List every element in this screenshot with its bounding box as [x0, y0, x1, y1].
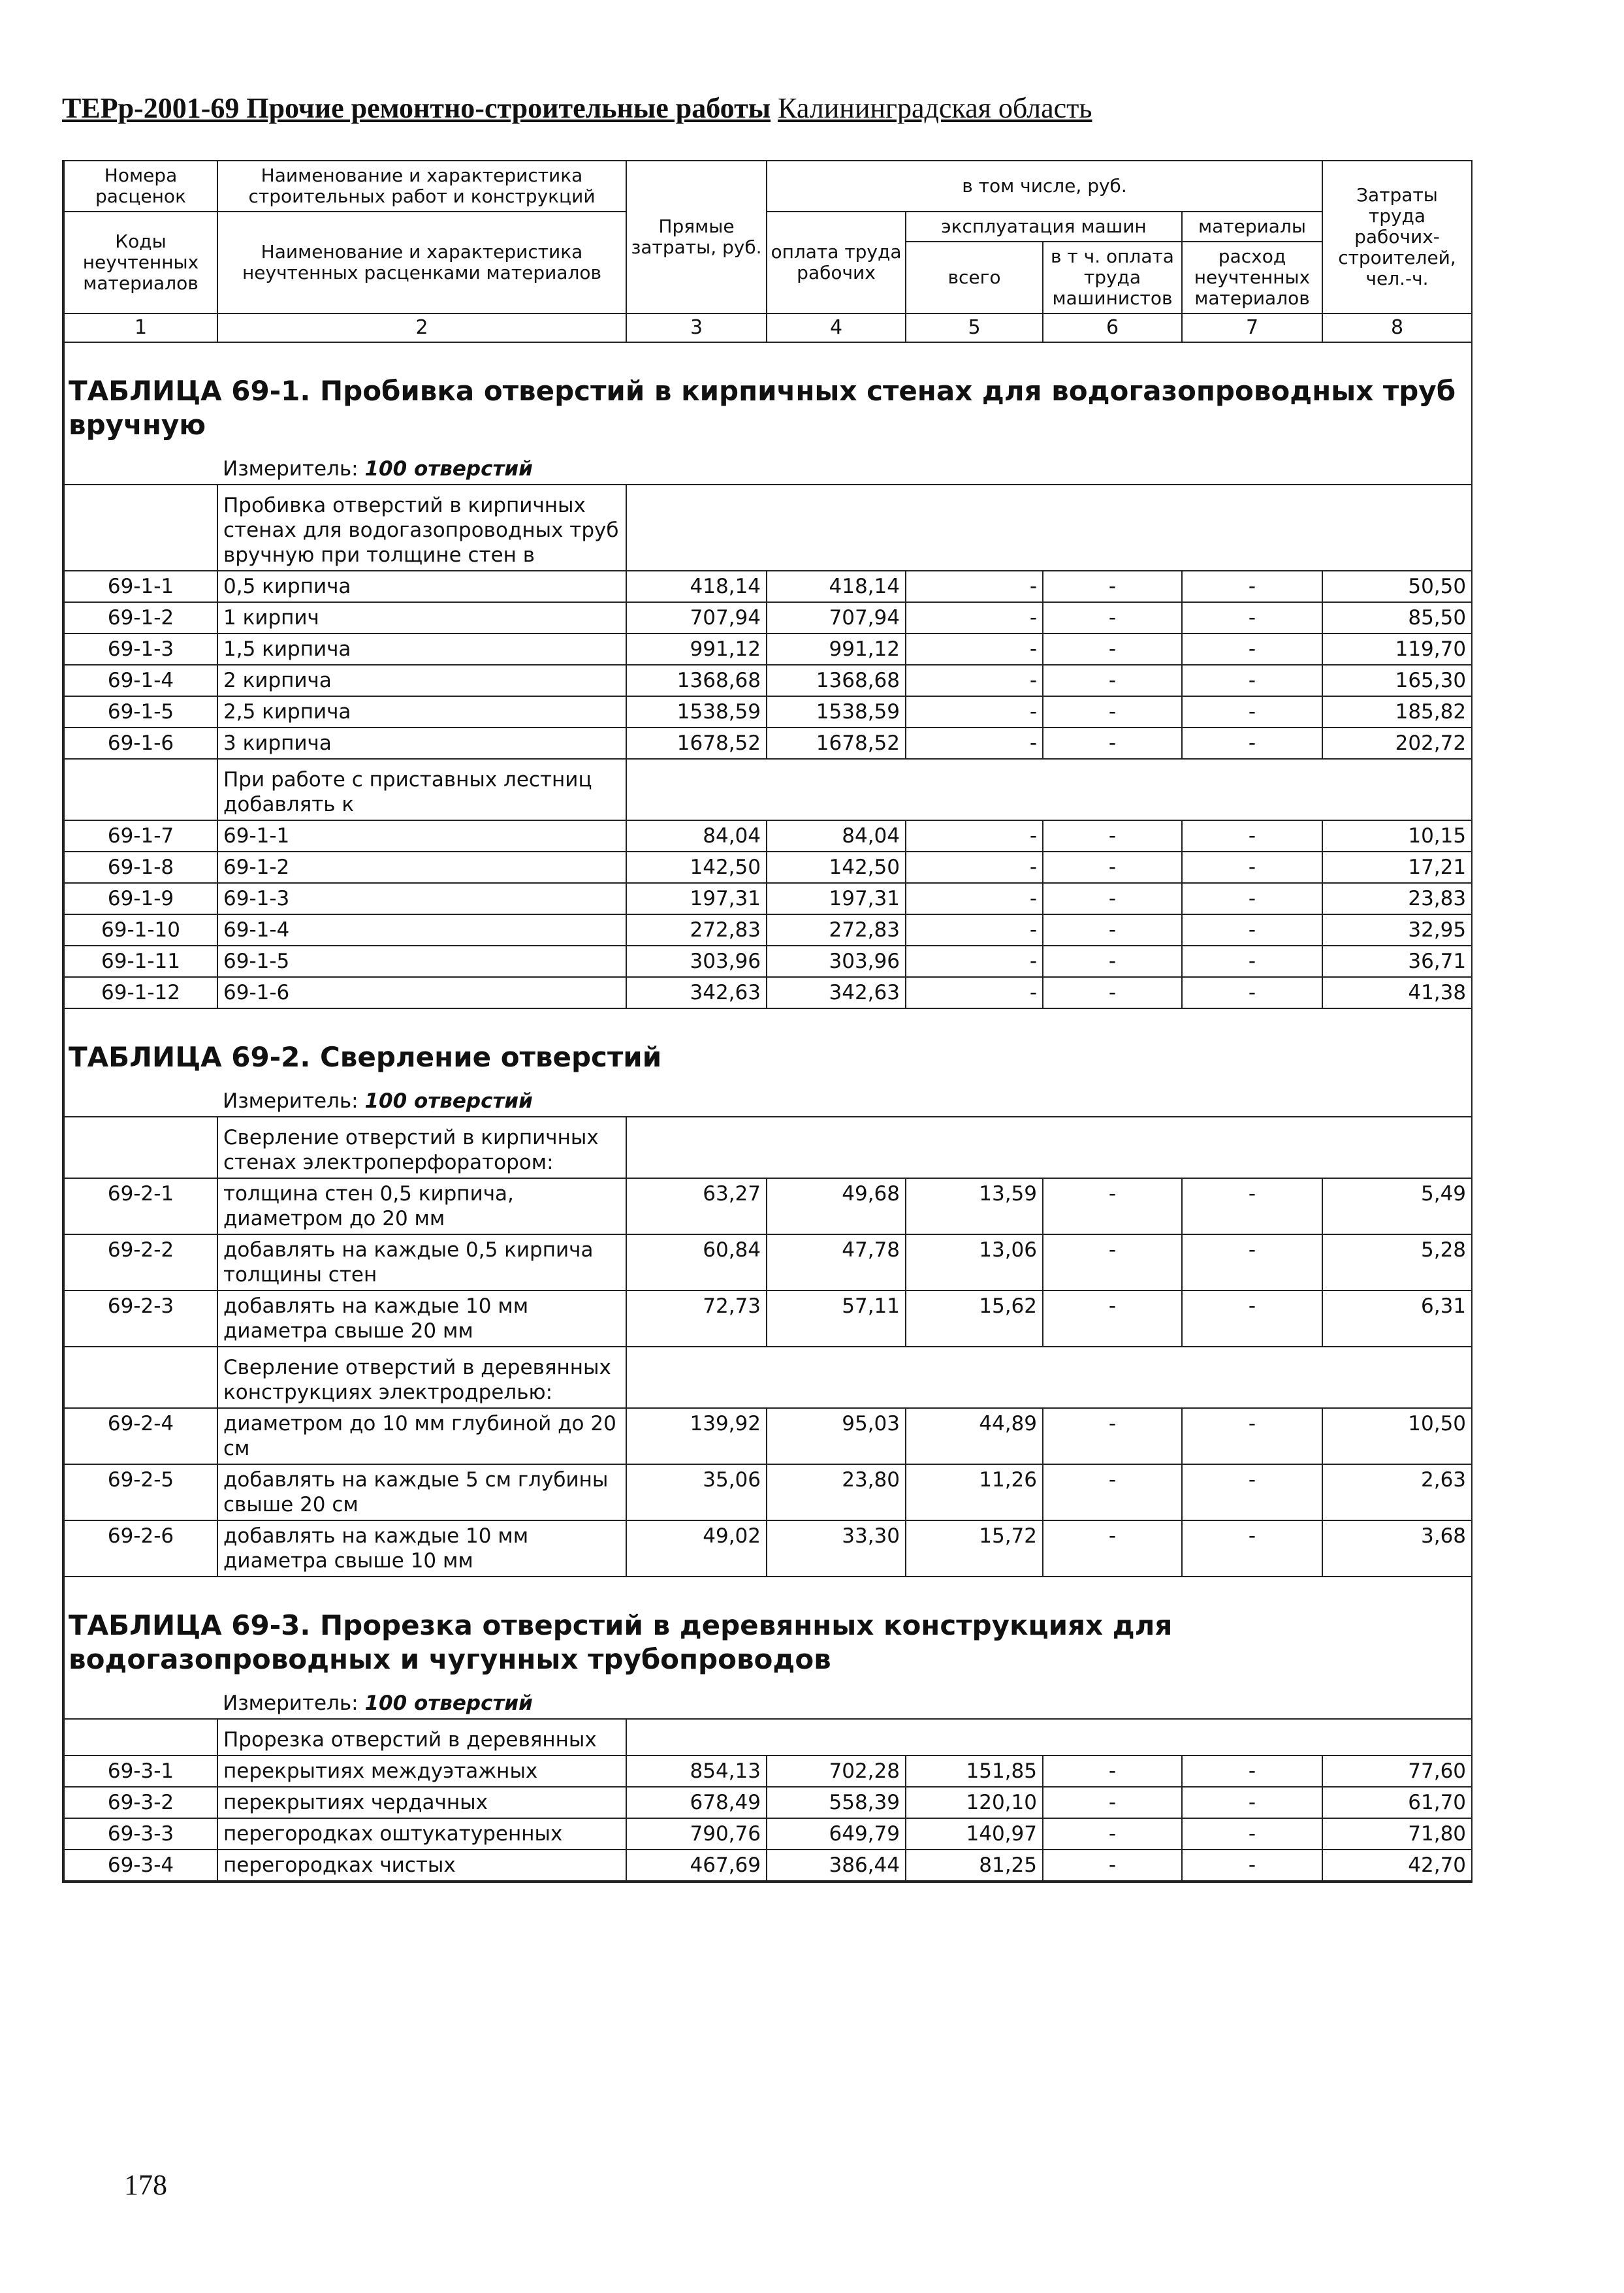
machines-total: 151,85	[906, 1756, 1043, 1787]
rate-table-3	[63, 1577, 1473, 1882]
direct-cost: 139,92	[626, 1408, 767, 1464]
col6-header: в т ч. оплата труда машинистов	[1043, 242, 1182, 313]
materials-consumption: -	[1182, 1464, 1322, 1520]
labor-hours: 5,49	[1322, 1178, 1472, 1234]
table-row	[64, 1464, 1472, 1520]
labor-pay: 303,96	[767, 946, 906, 977]
machines-total: 15,72	[906, 1520, 1043, 1577]
labor-hours: 3,68	[1322, 1520, 1472, 1577]
rate-code: 69-1-11	[64, 946, 217, 977]
machines-total: 81,25	[906, 1850, 1043, 1881]
labor-pay: 272,83	[767, 914, 906, 946]
labor-hours: 32,95	[1322, 914, 1472, 946]
rate-name: 69-1-4	[217, 914, 626, 946]
col-number-8: 8	[1322, 313, 1472, 342]
labor-hours: 77,60	[1322, 1756, 1472, 1787]
section-meter	[217, 1086, 1472, 1117]
operators-pay: -	[1043, 820, 1182, 852]
labor-hours: 165,30	[1322, 665, 1472, 696]
labor-pay: 33,30	[767, 1520, 906, 1577]
col5-header: всего	[906, 242, 1043, 313]
direct-cost: 678,49	[626, 1787, 767, 1818]
machines-total: 13,59	[906, 1178, 1043, 1234]
col8-header: Затраты труда рабочих-строителей, чел.-ч.	[1322, 161, 1472, 313]
group-values-spacer	[626, 1347, 1472, 1408]
rate-table-2	[63, 1009, 1473, 1577]
labor-pay: 386,44	[767, 1850, 906, 1881]
page-number: 178	[124, 2169, 167, 2201]
group-code-spacer	[64, 1719, 217, 1756]
materials-consumption: -	[1182, 696, 1322, 728]
labor-hours: 41,38	[1322, 977, 1472, 1008]
rate-name: 69-1-1	[217, 820, 626, 852]
labor-pay: 142,50	[767, 852, 906, 883]
col4-header: оплата труда рабочих	[767, 212, 906, 313]
direct-cost: 467,69	[626, 1850, 767, 1881]
direct-cost: 49,02	[626, 1520, 767, 1577]
operators-pay: -	[1043, 1850, 1182, 1881]
materials-consumption: -	[1182, 602, 1322, 633]
operators-pay: -	[1043, 571, 1182, 602]
direct-cost: 35,06	[626, 1464, 767, 1520]
rate-name: добавлять на каждые 5 см глубины свыше 20 см	[217, 1464, 626, 1520]
materials-consumption: -	[1182, 883, 1322, 914]
labor-hours: 71,80	[1322, 1818, 1472, 1850]
machines-total: -	[906, 728, 1043, 759]
materials-consumption: -	[1182, 1818, 1322, 1850]
rate-name: перегородках чистых	[217, 1850, 626, 1881]
labor-hours: 17,21	[1322, 852, 1472, 883]
direct-cost: 1368,68	[626, 665, 767, 696]
direct-cost: 197,31	[626, 883, 767, 914]
table-row	[64, 633, 1472, 665]
operators-pay: -	[1043, 1408, 1182, 1464]
section-title: ТАБЛИЦА 69-2. Сверление отверстий	[64, 1009, 1472, 1086]
rate-name: 69-1-2	[217, 852, 626, 883]
materials-consumption: -	[1182, 728, 1322, 759]
materials-consumption: -	[1182, 665, 1322, 696]
labor-hours: 10,15	[1322, 820, 1472, 852]
labor-hours: 6,31	[1322, 1291, 1472, 1347]
labor-pay: 418,14	[767, 571, 906, 602]
direct-cost: 342,63	[626, 977, 767, 1008]
labor-pay: 342,63	[767, 977, 906, 1008]
direct-cost: 303,96	[626, 946, 767, 977]
rate-code: 69-3-2	[64, 1787, 217, 1818]
table-row	[64, 883, 1472, 914]
operators-pay: -	[1043, 883, 1182, 914]
group-values-spacer	[626, 485, 1472, 571]
rate-name: 69-1-5	[217, 946, 626, 977]
labor-hours: 61,70	[1322, 1787, 1472, 1818]
machines-total: -	[906, 633, 1043, 665]
materials-consumption: -	[1182, 1408, 1322, 1464]
labor-pay: 95,03	[767, 1408, 906, 1464]
labor-hours: 23,83	[1322, 883, 1472, 914]
meter-value: 100 отверстий	[364, 1692, 533, 1715]
col-number-3: 3	[626, 313, 767, 342]
labor-hours: 202,72	[1322, 728, 1472, 759]
materials-header: материалы	[1182, 212, 1322, 242]
rate-name: 3 кирпича	[217, 728, 626, 759]
rate-code: 69-3-4	[64, 1850, 217, 1881]
direct-cost: 991,12	[626, 633, 767, 665]
col-number-7: 7	[1182, 313, 1322, 342]
machines-total: 13,06	[906, 1234, 1043, 1291]
operators-pay: -	[1043, 602, 1182, 633]
machines-total: -	[906, 602, 1043, 633]
header-title: ТЕРр-2001-69 Прочие ремонтно-строительные работы	[62, 92, 771, 124]
machines-total: -	[906, 852, 1043, 883]
rate-code: 69-1-1	[64, 571, 217, 602]
table-row	[64, 602, 1472, 633]
rate-name: 0,5 кирпича	[217, 571, 626, 602]
labor-hours: 50,50	[1322, 571, 1472, 602]
table-row	[64, 1234, 1472, 1291]
rate-name: перекрытиях чердачных	[217, 1787, 626, 1818]
operators-pay: -	[1043, 1234, 1182, 1291]
rate-code: 69-1-5	[64, 696, 217, 728]
meter-spacer	[64, 1688, 217, 1719]
table-row	[64, 977, 1472, 1008]
machines-total: -	[906, 883, 1043, 914]
materials-consumption: -	[1182, 914, 1322, 946]
meter-spacer	[64, 454, 217, 485]
table-row	[64, 1850, 1472, 1881]
rate-name: 69-1-6	[217, 977, 626, 1008]
rate-name: добавлять на каждые 10 мм диаметра свыше 10 мм	[217, 1520, 626, 1577]
labor-hours: 185,82	[1322, 696, 1472, 728]
rate-code: 69-2-5	[64, 1464, 217, 1520]
table-row	[64, 1178, 1472, 1234]
materials-consumption: -	[1182, 1178, 1322, 1234]
direct-cost: 418,14	[626, 571, 767, 602]
direct-cost: 790,76	[626, 1818, 767, 1850]
rate-code: 69-1-10	[64, 914, 217, 946]
direct-cost: 84,04	[626, 820, 767, 852]
table-row	[64, 820, 1472, 852]
direct-cost: 272,83	[626, 914, 767, 946]
operators-pay: -	[1043, 1756, 1182, 1787]
table-row	[64, 1291, 1472, 1347]
labor-hours: 2,63	[1322, 1464, 1472, 1520]
operators-pay: -	[1043, 696, 1182, 728]
rate-name: добавлять на каждые 0,5 кирпича толщины стен	[217, 1234, 626, 1291]
col-number-6: 6	[1043, 313, 1182, 342]
rate-code: 69-1-7	[64, 820, 217, 852]
labor-pay: 47,78	[767, 1234, 906, 1291]
operators-pay: -	[1043, 665, 1182, 696]
meter-label: Измеритель:	[223, 457, 358, 481]
rate-code: 69-2-4	[64, 1408, 217, 1464]
rate-name: толщина стен 0,5 кирпича, диаметром до 20 мм	[217, 1178, 626, 1234]
rate-code: 69-2-1	[64, 1178, 217, 1234]
labor-pay: 1538,59	[767, 696, 906, 728]
machines-total: -	[906, 571, 1043, 602]
col-number-4: 4	[767, 313, 906, 342]
labor-hours: 36,71	[1322, 946, 1472, 977]
table-row	[64, 1787, 1472, 1818]
labor-hours: 10,50	[1322, 1408, 1472, 1464]
table-row	[64, 696, 1472, 728]
labor-pay: 23,80	[767, 1464, 906, 1520]
labor-pay: 707,94	[767, 602, 906, 633]
group-code-spacer	[64, 1347, 217, 1408]
col-number-2: 2	[217, 313, 626, 342]
rate-code: 69-1-4	[64, 665, 217, 696]
machines-total: -	[906, 820, 1043, 852]
rate-table-1	[63, 343, 1473, 1009]
labor-pay: 702,28	[767, 1756, 906, 1787]
group-heading: При работе с приставных лестниц добавлять к	[217, 759, 626, 820]
meter-spacer	[64, 1086, 217, 1117]
direct-cost: 854,13	[626, 1756, 767, 1787]
col-number-1: 1	[64, 313, 217, 342]
operators-pay: -	[1043, 728, 1182, 759]
operators-pay: -	[1043, 633, 1182, 665]
table-row	[64, 1408, 1472, 1464]
section-meter	[217, 454, 1472, 485]
operators-pay: -	[1043, 1787, 1182, 1818]
labor-hours: 119,70	[1322, 633, 1472, 665]
labor-hours: 5,28	[1322, 1234, 1472, 1291]
direct-cost: 707,94	[626, 602, 767, 633]
col-number-5: 5	[906, 313, 1043, 342]
rate-name: добавлять на каждые 10 мм диаметра свыше 20 мм	[217, 1291, 626, 1347]
rate-code: 69-1-12	[64, 977, 217, 1008]
rate-code: 69-2-2	[64, 1234, 217, 1291]
section-title: ТАБЛИЦА 69-1. Пробивка отверстий в кирпичных стенах для водогазопроводных труб вручную	[64, 343, 1472, 454]
table-row	[64, 914, 1472, 946]
rate-name: перекрытиях междуэтажных	[217, 1756, 626, 1787]
col7-header: расход неучтенных материалов	[1182, 242, 1322, 313]
group-heading: Пробивка отверстий в кирпичных стенах для водогазопроводных труб вручную при толщине стен в	[217, 485, 626, 571]
materials-consumption: -	[1182, 1291, 1322, 1347]
operators-pay: -	[1043, 1464, 1182, 1520]
col2-bottom-header: Наименование и характеристика неучтенных расценками материалов	[217, 212, 626, 313]
machines-total: -	[906, 914, 1043, 946]
direct-cost: 60,84	[626, 1234, 767, 1291]
materials-consumption: -	[1182, 1520, 1322, 1577]
machines-total: 44,89	[906, 1408, 1043, 1464]
direct-cost: 1678,52	[626, 728, 767, 759]
group-code-spacer	[64, 485, 217, 571]
header-region: Калининградская область	[778, 92, 1092, 124]
machines-total: -	[906, 946, 1043, 977]
machines-total: 140,97	[906, 1818, 1043, 1850]
machines-total: 11,26	[906, 1464, 1043, 1520]
table-row	[64, 1520, 1472, 1577]
labor-hours: 85,50	[1322, 602, 1472, 633]
materials-consumption: -	[1182, 1787, 1322, 1818]
labor-pay: 84,04	[767, 820, 906, 852]
rate-code: 69-3-1	[64, 1756, 217, 1787]
labor-pay: 49,68	[767, 1178, 906, 1234]
table-row	[64, 1818, 1472, 1850]
rate-name: 2,5 кирпича	[217, 696, 626, 728]
including-header: в том числе, руб.	[767, 161, 1322, 212]
operators-pay: -	[1043, 1520, 1182, 1577]
section-title: ТАБЛИЦА 69-3. Прорезка отверстий в деревянных конструкциях для водогазопроводных и чугунных трубопроводов	[64, 1577, 1472, 1688]
rate-name: 1 кирпич	[217, 602, 626, 633]
rate-name: перегородках оштукатуренных	[217, 1818, 626, 1850]
meter-value: 100 отверстий	[364, 457, 533, 481]
machines-total: -	[906, 696, 1043, 728]
direct-cost: 142,50	[626, 852, 767, 883]
col2-top-header: Наименование и характеристика строительных работ и конструкций	[217, 161, 626, 212]
rates-sheet	[62, 160, 1473, 1883]
rate-name: 2 кирпича	[217, 665, 626, 696]
materials-consumption: -	[1182, 977, 1322, 1008]
operators-pay: -	[1043, 852, 1182, 883]
meter-label: Измеритель:	[223, 1089, 358, 1113]
table-row	[64, 1756, 1472, 1787]
meter-value: 100 отверстий	[364, 1089, 533, 1113]
document-header	[62, 91, 1092, 125]
rate-code: 69-3-3	[64, 1818, 217, 1850]
machines-total: -	[906, 977, 1043, 1008]
section-meter	[217, 1688, 1472, 1719]
machines-total: 120,10	[906, 1787, 1043, 1818]
labor-pay: 649,79	[767, 1818, 906, 1850]
group-heading: Прорезка отверстий в деревянных	[217, 1719, 626, 1756]
labor-pay: 991,12	[767, 633, 906, 665]
machines-total: -	[906, 665, 1043, 696]
rate-name: диаметром до 10 мм глубиной до 20 см	[217, 1408, 626, 1464]
table-row	[64, 852, 1472, 883]
materials-consumption: -	[1182, 820, 1322, 852]
table-row	[64, 728, 1472, 759]
operators-pay: -	[1043, 1178, 1182, 1234]
machines-total: 15,62	[906, 1291, 1043, 1347]
materials-consumption: -	[1182, 1234, 1322, 1291]
table-row	[64, 946, 1472, 977]
operators-pay: -	[1043, 914, 1182, 946]
labor-pay: 57,11	[767, 1291, 906, 1347]
direct-cost: 1538,59	[626, 696, 767, 728]
operators-pay: -	[1043, 977, 1182, 1008]
meter-label: Измеритель:	[223, 1692, 358, 1715]
group-values-spacer	[626, 1117, 1472, 1178]
materials-consumption: -	[1182, 946, 1322, 977]
rate-code: 69-1-9	[64, 883, 217, 914]
direct-cost: 72,73	[626, 1291, 767, 1347]
labor-pay: 558,39	[767, 1787, 906, 1818]
labor-pay: 1678,52	[767, 728, 906, 759]
col1-top-header: Номера расценок	[64, 161, 217, 212]
operators-pay: -	[1043, 946, 1182, 977]
rate-code: 69-2-6	[64, 1520, 217, 1577]
operators-pay: -	[1043, 1291, 1182, 1347]
group-heading: Сверление отверстий в кирпичных стенах электроперфоратором:	[217, 1117, 626, 1178]
materials-consumption: -	[1182, 852, 1322, 883]
col3-header: Прямые затраты, руб.	[626, 161, 767, 313]
materials-consumption: -	[1182, 1756, 1322, 1787]
rate-name: 1,5 кирпича	[217, 633, 626, 665]
group-values-spacer	[626, 759, 1472, 820]
labor-pay: 197,31	[767, 883, 906, 914]
rate-sections	[63, 343, 1471, 1882]
rate-name: 69-1-3	[217, 883, 626, 914]
col1-bottom-header: Коды неучтенных материалов	[64, 212, 217, 313]
column-header-table	[63, 160, 1473, 343]
rate-code: 69-1-3	[64, 633, 217, 665]
direct-cost: 63,27	[626, 1178, 767, 1234]
labor-pay: 1368,68	[767, 665, 906, 696]
machines-header: эксплуатация машин	[906, 212, 1182, 242]
table-row	[64, 571, 1472, 602]
group-heading: Сверление отверстий в деревянных конструкциях электродрелью:	[217, 1347, 626, 1408]
group-code-spacer	[64, 759, 217, 820]
materials-consumption: -	[1182, 633, 1322, 665]
rate-code: 69-1-8	[64, 852, 217, 883]
rate-code: 69-2-3	[64, 1291, 217, 1347]
table-row	[64, 665, 1472, 696]
materials-consumption: -	[1182, 1850, 1322, 1881]
operators-pay: -	[1043, 1818, 1182, 1850]
rate-code: 69-1-2	[64, 602, 217, 633]
group-values-spacer	[626, 1719, 1472, 1756]
group-code-spacer	[64, 1117, 217, 1178]
rate-code: 69-1-6	[64, 728, 217, 759]
labor-hours: 42,70	[1322, 1850, 1472, 1881]
materials-consumption: -	[1182, 571, 1322, 602]
